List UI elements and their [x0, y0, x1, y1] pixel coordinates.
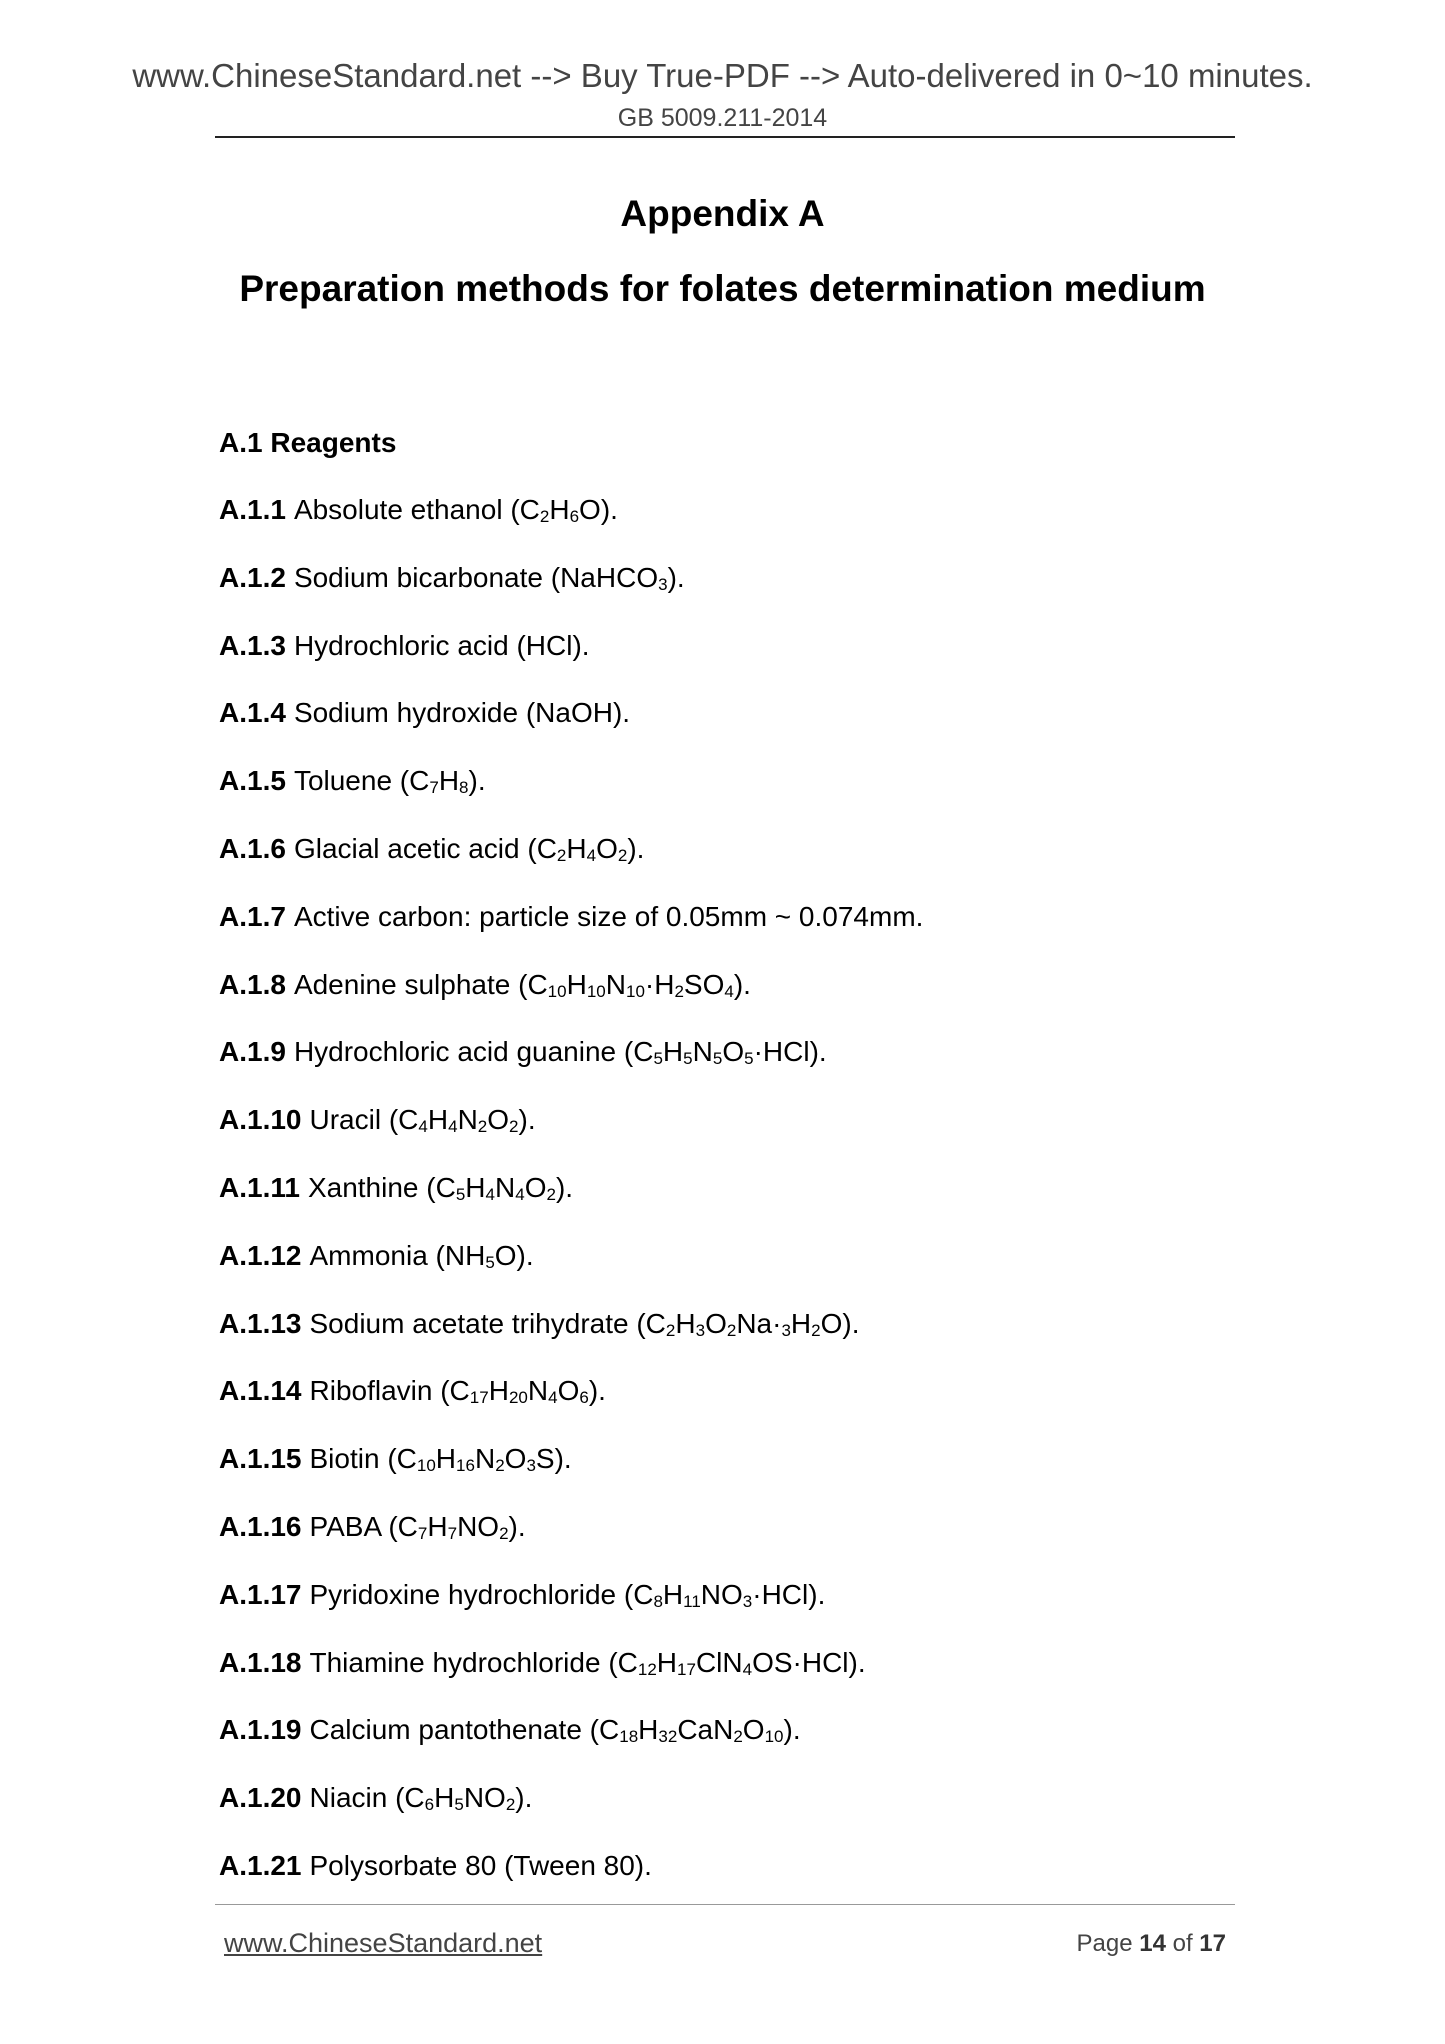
reagent-number: A.1.11 — [219, 1172, 300, 1203]
standard-number: GB 5009.211-2014 — [617, 104, 828, 132]
reagent-item — [219, 1240, 534, 1272]
reagent-item — [219, 833, 644, 865]
reagent-number: A.1.20 — [219, 1782, 302, 1814]
reagent-item — [219, 1172, 573, 1204]
reagent-number: A.1.13 — [219, 1307, 302, 1339]
reagent-item — [219, 1782, 532, 1814]
reagent-number: A.1.14 — [219, 1375, 302, 1407]
reagent-text: Polysorbate 80 (Tween 80). — [309, 1850, 652, 1881]
reagent-text: Xanthine $(C_5H_4N_4O_2)$. — [307, 1172, 574, 1204]
reagent-number: A.1.7 — [219, 900, 286, 932]
reagent-text: Ammonia $(NH_5O)$. — [309, 1239, 534, 1272]
reagent-number: A.1.2 — [219, 561, 286, 593]
reagent-text: Niacin $(C_6H_5NO_2)$. — [309, 1782, 533, 1815]
reagent-number: A.1.16 — [219, 1511, 302, 1542]
reagent-item — [219, 1714, 801, 1746]
appendix-title: Appendix A — [620, 193, 825, 234]
reagent-number: A.1.12 — [219, 1239, 302, 1271]
reagent-text: Biotin $(C_{10}H_{16}N_2O_3S)$. — [309, 1443, 572, 1476]
reagent-text: Toluene $(C_7H_8)$. — [293, 765, 486, 798]
reagent-item — [219, 765, 486, 797]
reagent-number: A.1.9 — [219, 1036, 286, 1068]
reagent-number: A.1.18 — [219, 1646, 302, 1678]
reagent-item — [219, 697, 630, 729]
reagent-item — [219, 494, 618, 526]
appendix-subtitle: Preparation methods for folates determination medium — [239, 268, 1206, 309]
reagent-text: Sodium acetate trihydrate $(C_2H_3O_2Na\cdot_3H_2O)$. — [309, 1307, 860, 1340]
reagent-number: A.1.10 — [219, 1104, 302, 1136]
promo-banner[interactable]: www.ChineseStandard.net --> Buy True-PDF --> Auto-delivered in 0~10 minutes. — [132, 57, 1313, 94]
reagent-text: Absolute ethanol $(C_2H_6O)$. — [293, 494, 618, 526]
reagent-text: Sodium bicarbonate (NaHCO$_3$). — [293, 561, 685, 594]
reagent-item — [219, 1850, 652, 1882]
reagent-number: A.1.15 — [219, 1443, 302, 1475]
reagent-text: Glacial acetic acid $(C_2H_4O_2)$. — [293, 833, 645, 865]
section-heading: A.1 Reagents — [219, 427, 397, 458]
reagent-text: Calcium pantothenate $(C_{18}H_{32}CaN_2O_{10})$. — [309, 1714, 801, 1747]
reagent-text: Thiamine hydrochloride $(C_{12}H_{17}ClN_4OS\cdot HCl)$. — [309, 1646, 866, 1679]
reagent-item — [219, 1036, 827, 1068]
reagent-number: A.1.3 — [219, 629, 286, 661]
reagent-text: PABA $(C_7H_7NO_2)$. — [309, 1511, 526, 1543]
reagent-number: A.1.1 — [219, 494, 286, 525]
reagent-number: A.1.4 — [219, 697, 286, 729]
page-indicator — [1077, 1930, 1227, 1958]
page-label: Page — [1076, 1930, 1133, 1957]
reagent-text: Pyridoxine hydrochloride $(C_8H_{11}NO_3\cdot HCl)$. — [309, 1578, 826, 1611]
reagent-number: A.1.5 — [219, 765, 286, 797]
reagent-number: A.1.8 — [219, 968, 286, 1000]
reagent-text: Active carbon: particle size of 0.05mm ~ 0.074mm. — [293, 900, 924, 932]
reagent-number: A.1.17 — [219, 1578, 302, 1610]
page-current: 14 — [1139, 1930, 1166, 1957]
reagent-text: Uracil $(C_4H_4N_2O_2)$. — [309, 1104, 536, 1137]
page-total: 17 — [1199, 1930, 1226, 1957]
footer-website-link[interactable]: www.ChineseStandard.net — [224, 1928, 543, 1958]
reagent-item — [219, 1443, 572, 1475]
reagent-item — [219, 1375, 606, 1407]
reagent-item — [219, 562, 685, 594]
reagent-text: Riboflavin $(C_{17}H_{20}N_4O_6)$. — [309, 1375, 606, 1408]
reagent-item — [219, 901, 923, 933]
reagent-text: Adenine sulphate $(C_{10}H_{10}N_{10}\cdot H_2SO_4)$. — [293, 968, 751, 1001]
reagent-text: Hydrochloric acid guanine $(C_5H_5N_5O_5\cdot HCl)$. — [293, 1036, 827, 1069]
reagent-number: A.1.19 — [219, 1714, 302, 1746]
reagent-item — [219, 1104, 536, 1136]
page-of: of — [1172, 1930, 1193, 1957]
reagent-item — [219, 1579, 825, 1611]
reagent-item — [219, 1511, 526, 1543]
reagent-item — [219, 630, 590, 662]
reagent-item — [219, 969, 751, 1001]
reagent-text: Sodium hydroxide (NaOH). — [293, 697, 631, 729]
reagent-number: A.1.6 — [219, 833, 286, 864]
reagent-number: A.1.21 — [219, 1850, 302, 1881]
header-rule — [215, 136, 1235, 138]
footer-rule — [215, 1904, 1235, 1905]
reagent-item — [219, 1308, 860, 1340]
reagent-text: Hydrochloric acid (HCl). — [293, 629, 590, 661]
reagent-item — [219, 1647, 866, 1679]
